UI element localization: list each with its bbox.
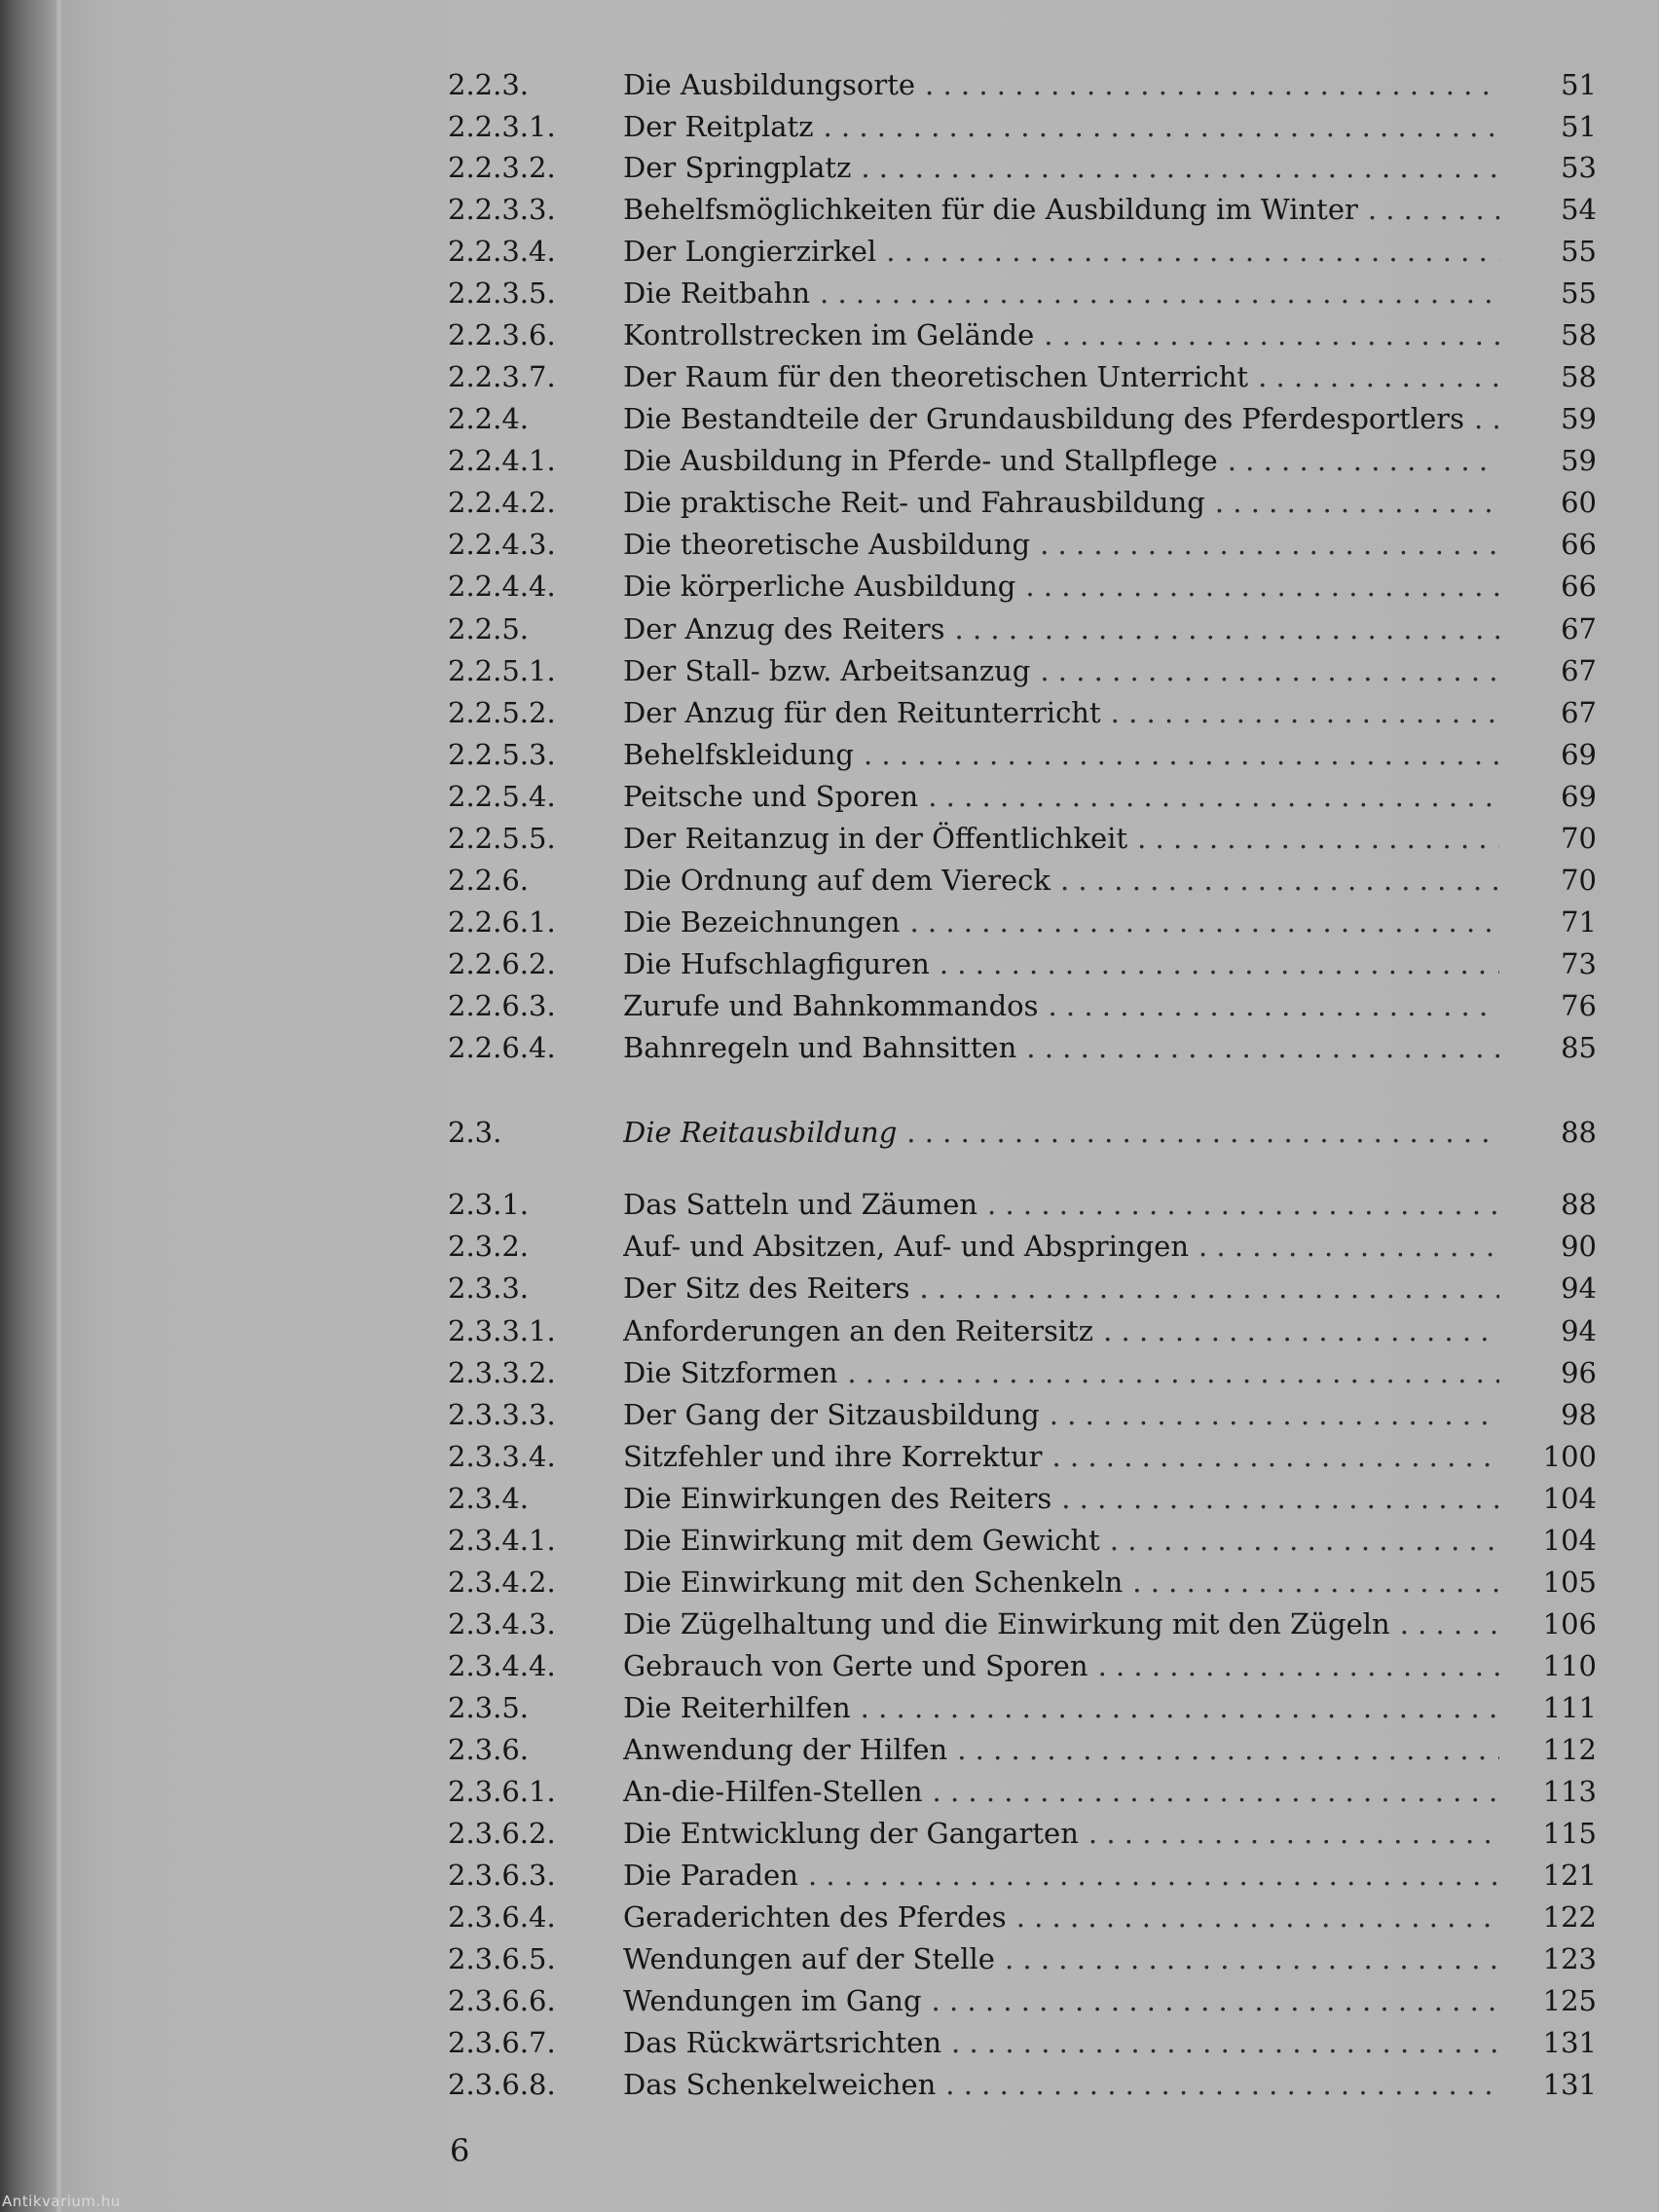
toc-entry-number: 2.2.4.2.	[448, 486, 556, 519]
toc-entry-number: 2.3.3.	[448, 1272, 530, 1305]
dot-leader	[823, 107, 1499, 146]
toc-entry-page: 122	[1542, 1900, 1597, 1934]
toc-entry-title: Die Reitbahn	[623, 276, 811, 310]
dot-leader	[957, 1730, 1499, 1769]
toc-entry	[428, 1814, 1616, 1853]
toc-entry-title-line	[623, 1563, 1499, 1602]
watermark: Antikvarium.hu	[2, 2193, 121, 2210]
toc-entry-page: 76	[1561, 989, 1597, 1022]
toc-entry-title-line	[623, 483, 1499, 522]
dot-leader	[987, 1185, 1499, 1224]
toc-entry-title-line	[623, 357, 1499, 396]
toc-entry-page: 131	[1542, 2068, 1597, 2101]
toc-entry	[428, 1353, 1616, 1392]
toc-entry-title-line	[623, 693, 1499, 732]
dot-leader	[1040, 651, 1499, 690]
toc-entry-number: 2.2.4.4.	[448, 570, 556, 603]
dot-leader	[847, 1353, 1499, 1392]
toc-entry-number: 2.2.5.2.	[448, 696, 556, 729]
toc-entry-number: 2.2.5.	[448, 612, 530, 645]
toc-entry-title-line	[623, 651, 1499, 690]
toc-entry-number: 2.2.6.2.	[448, 947, 556, 980]
toc-entry-title-line	[623, 274, 1499, 313]
toc-entry-title: Die Bezeichnungen	[623, 905, 901, 939]
dot-leader	[820, 274, 1499, 313]
toc-entry-page: 58	[1561, 318, 1597, 351]
toc-entry-title-line	[623, 1730, 1499, 1769]
toc-entry-title-line	[623, 441, 1499, 480]
toc-entry-number: 2.2.3.3.	[448, 193, 556, 226]
toc-entry-page: 70	[1561, 864, 1597, 897]
toc-entry-page: 98	[1561, 1398, 1597, 1431]
toc-entry-title-line	[623, 861, 1499, 900]
toc-entry-title: Der Raum für den theoretischen Unterricht	[623, 360, 1249, 393]
toc-entry-title-line	[623, 148, 1499, 187]
toc-entry-page: 67	[1561, 612, 1597, 645]
toc-entry-page: 71	[1561, 905, 1597, 939]
dot-leader	[1061, 1479, 1499, 1518]
dot-leader	[1005, 1939, 1499, 1978]
dot-leader	[861, 1688, 1499, 1727]
toc-entry-page: 111	[1542, 1691, 1597, 1724]
toc-entry	[428, 819, 1616, 858]
toc-entry-title-line	[623, 1185, 1499, 1224]
dot-leader	[1026, 1028, 1499, 1067]
toc-entry-title-line	[623, 1227, 1499, 1266]
toc-entry	[428, 148, 1616, 187]
toc-entry-page: 69	[1561, 738, 1597, 771]
toc-entry	[428, 1939, 1616, 1978]
toc-entry	[428, 567, 1616, 606]
toc-entry-page: 104	[1542, 1482, 1597, 1515]
toc-entry-title: An-die-Hilfen-Stellen	[623, 1775, 923, 1808]
dot-leader	[1137, 819, 1499, 858]
toc-entry-title-line	[623, 1898, 1499, 1936]
toc-entry-number: 2.3.2.	[448, 1230, 530, 1263]
toc-entry	[428, 903, 1616, 941]
toc-entry	[428, 1772, 1616, 1811]
toc-entry	[428, 1898, 1616, 1936]
toc-entry	[428, 1028, 1616, 1067]
toc-entry	[428, 1395, 1616, 1434]
toc-entry-title: Der Gang der Sitzausbildung	[623, 1398, 1040, 1431]
dot-leader	[1368, 190, 1499, 229]
toc-entry-title-line	[623, 819, 1499, 858]
toc-entry-title: Die Einwirkungen des Reiters	[623, 1482, 1052, 1515]
toc-entry-page: 106	[1542, 1607, 1597, 1641]
toc-entry	[428, 1269, 1616, 1308]
dot-leader	[808, 1856, 1499, 1895]
toc-entry-title-line	[623, 315, 1499, 354]
toc-entry	[428, 65, 1616, 104]
dot-leader	[1044, 315, 1499, 354]
toc-entry-title-line	[623, 1353, 1499, 1392]
toc-entry	[428, 693, 1616, 732]
dot-leader	[1400, 1604, 1499, 1643]
toc-entry-number: 2.2.4.3.	[448, 528, 556, 561]
toc-entry-title-line	[623, 399, 1499, 438]
toc-entry-title: Sitzfehler und ihre Korrektur	[623, 1440, 1043, 1473]
dot-leader	[1103, 1311, 1499, 1350]
toc-entry-title-line	[623, 107, 1499, 146]
toc-entry-title-line	[623, 735, 1499, 774]
toc-entry-number: 2.2.3.2.	[448, 151, 556, 184]
toc-entry	[428, 1646, 1616, 1685]
dot-leader	[861, 148, 1499, 187]
toc-entry-page: 104	[1542, 1524, 1597, 1557]
toc-entry-number: 2.3.4.4.	[448, 1649, 556, 1682]
toc-entry-title-line	[623, 567, 1499, 606]
toc-entry-page: 131	[1542, 2026, 1597, 2059]
toc-entry-title: Die Zügelhaltung und die Einwirkung mit den Zügeln	[623, 1607, 1390, 1641]
dot-leader	[919, 1269, 1499, 1308]
toc-entry	[428, 357, 1616, 396]
toc-entry-number: 2.3.4.	[448, 1482, 530, 1515]
dot-leader	[1098, 1646, 1499, 1685]
toc-entry	[428, 315, 1616, 354]
dot-leader	[1132, 1563, 1499, 1602]
toc-entry-page: 73	[1561, 947, 1597, 980]
toc-entry-number: 2.2.3.6.	[448, 318, 556, 351]
toc-entry	[428, 986, 1616, 1025]
toc-entry-number: 2.3.6.1.	[448, 1775, 556, 1808]
toc-entry-title-line	[623, 1814, 1499, 1853]
toc-entry	[428, 232, 1616, 271]
toc-entry	[428, 735, 1616, 774]
toc-entry-title-line	[623, 777, 1499, 816]
toc-entry	[428, 651, 1616, 690]
toc-entry-title-line	[623, 232, 1499, 271]
toc-entry-title: Die Bestandteile der Grundausbildung des Pferdesportlers	[623, 402, 1465, 435]
toc-entry-number: 2.2.6.	[448, 864, 530, 897]
dot-leader	[951, 2023, 1499, 2062]
toc-entry	[428, 1730, 1616, 1769]
dot-leader	[909, 903, 1499, 941]
toc-entry-page: 121	[1542, 1859, 1597, 1892]
toc-entry	[428, 1563, 1616, 1602]
dot-leader	[864, 735, 1499, 774]
toc-entry-page: 110	[1542, 1649, 1597, 1682]
toc-entry-number: 2.3.6.5.	[448, 1942, 556, 1975]
toc-entry-title: Der Anzug des Reiters	[623, 612, 945, 645]
toc-entry	[428, 107, 1616, 146]
toc-entry-page: 59	[1561, 402, 1597, 435]
dot-leader	[940, 944, 1499, 983]
toc-entry	[428, 777, 1616, 816]
toc-entry-number: 2.3.4.2.	[448, 1566, 556, 1599]
toc-entry-title: Das Schenkelweichen	[623, 2068, 937, 2101]
toc-entry-title: Die Hufschlagfiguren	[623, 947, 930, 980]
dot-leader	[1258, 357, 1499, 396]
toc-entry-title: Die Einwirkung mit dem Gewicht	[623, 1524, 1100, 1557]
toc-entry-title-line	[623, 1311, 1499, 1350]
dot-leader	[933, 1772, 1499, 1811]
toc-entry-number: 2.2.5.4.	[448, 780, 556, 813]
dot-leader	[925, 65, 1499, 104]
toc-entry	[428, 1311, 1616, 1350]
toc-entry-title-line	[623, 903, 1499, 941]
dot-leader	[1198, 1227, 1499, 1266]
toc-entry-title-line	[623, 2023, 1499, 2062]
toc-entry-page: 90	[1561, 1230, 1597, 1263]
dot-leader	[1215, 483, 1499, 522]
page-number: 6	[450, 2132, 470, 2169]
dot-leader	[1110, 1521, 1499, 1560]
dot-leader	[1040, 525, 1499, 564]
toc-entry-title-line	[623, 525, 1499, 564]
toc-entry	[428, 1521, 1616, 1560]
dot-leader	[1050, 1395, 1499, 1434]
toc-entry-title-line	[623, 609, 1499, 648]
toc-entry-number: 2.2.4.1.	[448, 444, 556, 477]
toc-entry-page: 94	[1561, 1272, 1597, 1305]
toc-entry-page: 58	[1561, 360, 1597, 393]
toc-entry-number: 2.2.3.7.	[448, 360, 556, 393]
toc-entry-number: 2.2.6.4.	[448, 1031, 556, 1064]
toc-entry-page: 115	[1542, 1817, 1597, 1850]
toc-entry-number: 2.3.3.3.	[448, 1398, 556, 1431]
toc-entry-title: Die Sitzformen	[623, 1356, 838, 1389]
toc-entry-page: 88	[1561, 1188, 1597, 1221]
toc-entry-number: 2.3.6.2.	[448, 1817, 556, 1850]
toc-entry-page: 55	[1561, 235, 1597, 268]
toc-entry-title: Die theoretische Ausbildung	[623, 528, 1031, 561]
toc-entry	[428, 1856, 1616, 1895]
dot-leader	[906, 1113, 1499, 1152]
toc-entry-page: 69	[1561, 780, 1597, 813]
toc-entry-title-line	[623, 1604, 1499, 1643]
dot-leader	[1052, 1437, 1500, 1476]
toc-entry-number: 2.2.6.1.	[448, 905, 556, 939]
toc-entry-page: 113	[1542, 1775, 1597, 1808]
dot-leader	[1048, 986, 1499, 1025]
toc-entry-title: Gebrauch von Gerte und Sporen	[623, 1649, 1088, 1682]
toc-entry-page: 85	[1561, 1031, 1597, 1064]
toc-section-heading	[428, 1113, 1616, 1152]
toc-entry-page: 125	[1542, 1984, 1597, 2017]
toc-entry	[428, 2023, 1616, 2062]
toc-entry-title-line	[623, 190, 1499, 229]
toc-entry-page: 100	[1542, 1440, 1597, 1473]
toc-entry-title: Die Reiterhilfen	[623, 1691, 851, 1724]
toc-entry	[428, 1604, 1616, 1643]
toc-entry-page: 55	[1561, 276, 1597, 310]
toc-entry	[428, 441, 1616, 480]
toc-entry-title-line	[623, 65, 1499, 104]
toc-entry-number: 2.3.6.3.	[448, 1859, 556, 1892]
toc-entry-title-line	[623, 1395, 1499, 1434]
toc-entry-number: 2.2.3.1.	[448, 110, 556, 143]
toc-entry-title: Der Stall- bzw. Arbeitsanzug	[623, 654, 1031, 687]
toc-entry-title: Das Rückwärtsrichten	[623, 2026, 942, 2059]
toc-entry-number: 2.3.4.1.	[448, 1524, 556, 1557]
toc-entry-page: 54	[1561, 193, 1597, 226]
toc-entry-page: 60	[1561, 486, 1597, 519]
toc-entry-title-line	[623, 1939, 1499, 1978]
toc-entry-title-line	[623, 2065, 1499, 2104]
toc-entry-title-line	[623, 1521, 1499, 1560]
toc-entry-title-line	[623, 1646, 1499, 1685]
toc-entry-title: Die Ausbildung in Pferde- und Stallpflege	[623, 444, 1218, 477]
toc-entry-title-line	[623, 1772, 1499, 1811]
toc-entry-title: Der Sitz des Reiters	[623, 1272, 910, 1305]
toc-entry-title-line	[623, 1688, 1499, 1727]
toc-entry-number: 2.3.3.4.	[448, 1440, 556, 1473]
toc-entry	[428, 2065, 1616, 2104]
toc-entry-title: Die Ordnung auf dem Viereck	[623, 864, 1051, 897]
toc-entry-title-line	[623, 1437, 1499, 1476]
toc-entry-title: Wendungen auf der Stelle	[623, 1942, 995, 1975]
toc-entry-title: Der Longierzirkel	[623, 235, 877, 268]
dot-leader	[1088, 1814, 1499, 1853]
toc-entry	[428, 525, 1616, 564]
toc-entry-page: 96	[1561, 1356, 1597, 1389]
toc-entry-title: Die praktische Reit- und Fahrausbildung	[623, 486, 1205, 519]
toc-entry-title: Die Entwicklung der Gangarten	[623, 1817, 1079, 1850]
toc-entry	[428, 1437, 1616, 1476]
toc-entry-number: 2.2.5.1.	[448, 654, 556, 687]
toc-entry-number: 2.2.5.5.	[448, 822, 556, 855]
toc-entry	[428, 1479, 1616, 1518]
toc-entry	[428, 1227, 1616, 1266]
toc-entry-number: 2.3.3.1.	[448, 1314, 556, 1347]
toc-entry-page: 66	[1561, 528, 1597, 561]
toc-entry-title: Die Ausbildungsorte	[623, 68, 916, 101]
toc-entry	[428, 274, 1616, 313]
toc-entry-page: 70	[1561, 822, 1597, 855]
toc-entry-number: 2.2.3.4.	[448, 235, 556, 268]
toc-entry-page: 51	[1561, 110, 1597, 143]
toc-entry	[428, 483, 1616, 522]
toc-entry-page: 67	[1561, 696, 1597, 729]
dot-leader	[1060, 861, 1499, 900]
toc-entry-title: Der Springplatz	[623, 151, 852, 184]
toc-entry-title: Die Paraden	[623, 1859, 798, 1892]
toc-entry-number: 2.2.6.3.	[448, 989, 556, 1022]
toc-entry-title: Anforderungen an den Reitersitz	[623, 1314, 1094, 1347]
toc-entry-title-line	[623, 1269, 1499, 1308]
toc-entry-title: Auf- und Absitzen, Auf- und Abspringen	[623, 1230, 1189, 1263]
toc-entry-page: 51	[1561, 68, 1597, 101]
toc-entry	[428, 1688, 1616, 1727]
toc-entry-title: Die Reitausbildung	[623, 1116, 898, 1149]
toc-entry-title: Der Reitplatz	[623, 110, 814, 143]
toc-entry-title-line	[623, 986, 1499, 1025]
toc-entry	[428, 399, 1616, 438]
toc-entry-number: 2.2.4.	[448, 402, 530, 435]
dot-leader	[932, 1981, 1499, 2020]
toc-entry-title: Behelfsmöglichkeiten für die Ausbildung im Winter	[623, 193, 1358, 226]
dot-leader	[1025, 567, 1499, 606]
dot-leader	[928, 777, 1499, 816]
dot-leader	[1474, 399, 1499, 438]
toc-entry-title: Kontrollstrecken im Gelände	[623, 318, 1035, 351]
toc-entry-page: 67	[1561, 654, 1597, 687]
toc-entry-page: 59	[1561, 444, 1597, 477]
toc-entry-page: 112	[1542, 1733, 1597, 1766]
toc-entry-page: 53	[1561, 151, 1597, 184]
toc-entry-number: 2.2.3.	[448, 68, 530, 101]
dot-leader	[1111, 693, 1499, 732]
toc-entry-number: 2.3.6.7.	[448, 2026, 556, 2059]
toc-entry	[428, 190, 1616, 229]
toc-entry	[428, 1981, 1616, 2020]
toc-entry-title: Die Einwirkung mit den Schenkeln	[623, 1566, 1124, 1599]
toc-entry-title-line	[623, 1028, 1499, 1067]
toc-entry-page: 123	[1542, 1942, 1597, 1975]
toc-entry-title-line	[623, 944, 1499, 983]
toc-entry-number: 2.3.6.	[448, 1733, 530, 1766]
dot-leader	[945, 2065, 1499, 2104]
toc-entry-number: 2.3.6.8.	[448, 2068, 556, 2101]
toc-entry-title: Der Reitanzug in der Öffentlichkeit	[623, 822, 1128, 855]
toc-entry-number: 2.2.3.5.	[448, 276, 556, 310]
toc-entry	[428, 944, 1616, 983]
dot-leader	[955, 609, 1499, 648]
toc-entry-title: Das Satteln und Zäumen	[623, 1188, 978, 1221]
toc-entry-number: 2.3.6.4.	[448, 1900, 556, 1934]
toc-entry-title-line	[623, 1479, 1499, 1518]
toc-entry-title: Der Anzug für den Reitunterricht	[623, 696, 1101, 729]
toc-entry-title: Peitsche und Sporen	[623, 780, 919, 813]
toc-entry-number: 2.3.1.	[448, 1188, 530, 1221]
toc-entry-title: Die körperliche Ausbildung	[623, 570, 1016, 603]
toc-entry-title-line	[623, 1113, 1499, 1152]
toc-entry-number: 2.3.6.6.	[448, 1984, 556, 2017]
dot-leader	[1228, 441, 1499, 480]
dot-leader	[886, 232, 1499, 271]
dot-leader	[1016, 1898, 1499, 1936]
toc-entry-title: Anwendung der Hilfen	[623, 1733, 948, 1766]
toc-entry-title: Bahnregeln und Bahnsitten	[623, 1031, 1017, 1064]
toc-entry-title: Behelfskleidung	[623, 738, 854, 771]
toc-entry	[428, 609, 1616, 648]
toc-entry-number: 2.3.3.2.	[448, 1356, 556, 1389]
toc-entry-page: 88	[1561, 1116, 1597, 1149]
toc-entry-title: Zurufe und Bahnkommandos	[623, 989, 1039, 1022]
toc-entry-page: 105	[1542, 1566, 1597, 1599]
toc-entry-page: 94	[1561, 1314, 1597, 1347]
toc-entry-title-line	[623, 1856, 1499, 1895]
toc-entry-number: 2.3.	[448, 1116, 502, 1149]
toc-entry-number: 2.3.4.3.	[448, 1607, 556, 1641]
toc-entry-title-line	[623, 1981, 1499, 2020]
toc-entry-page: 66	[1561, 570, 1597, 603]
toc-entry	[428, 1185, 1616, 1224]
toc-entry-title: Geraderichten des Pferdes	[623, 1900, 1007, 1934]
toc-entry-number: 2.3.5.	[448, 1691, 530, 1724]
toc-entry-number: 2.2.5.3.	[448, 738, 556, 771]
toc-entry-title: Wendungen im Gang	[623, 1984, 922, 2017]
toc-entry	[428, 861, 1616, 900]
